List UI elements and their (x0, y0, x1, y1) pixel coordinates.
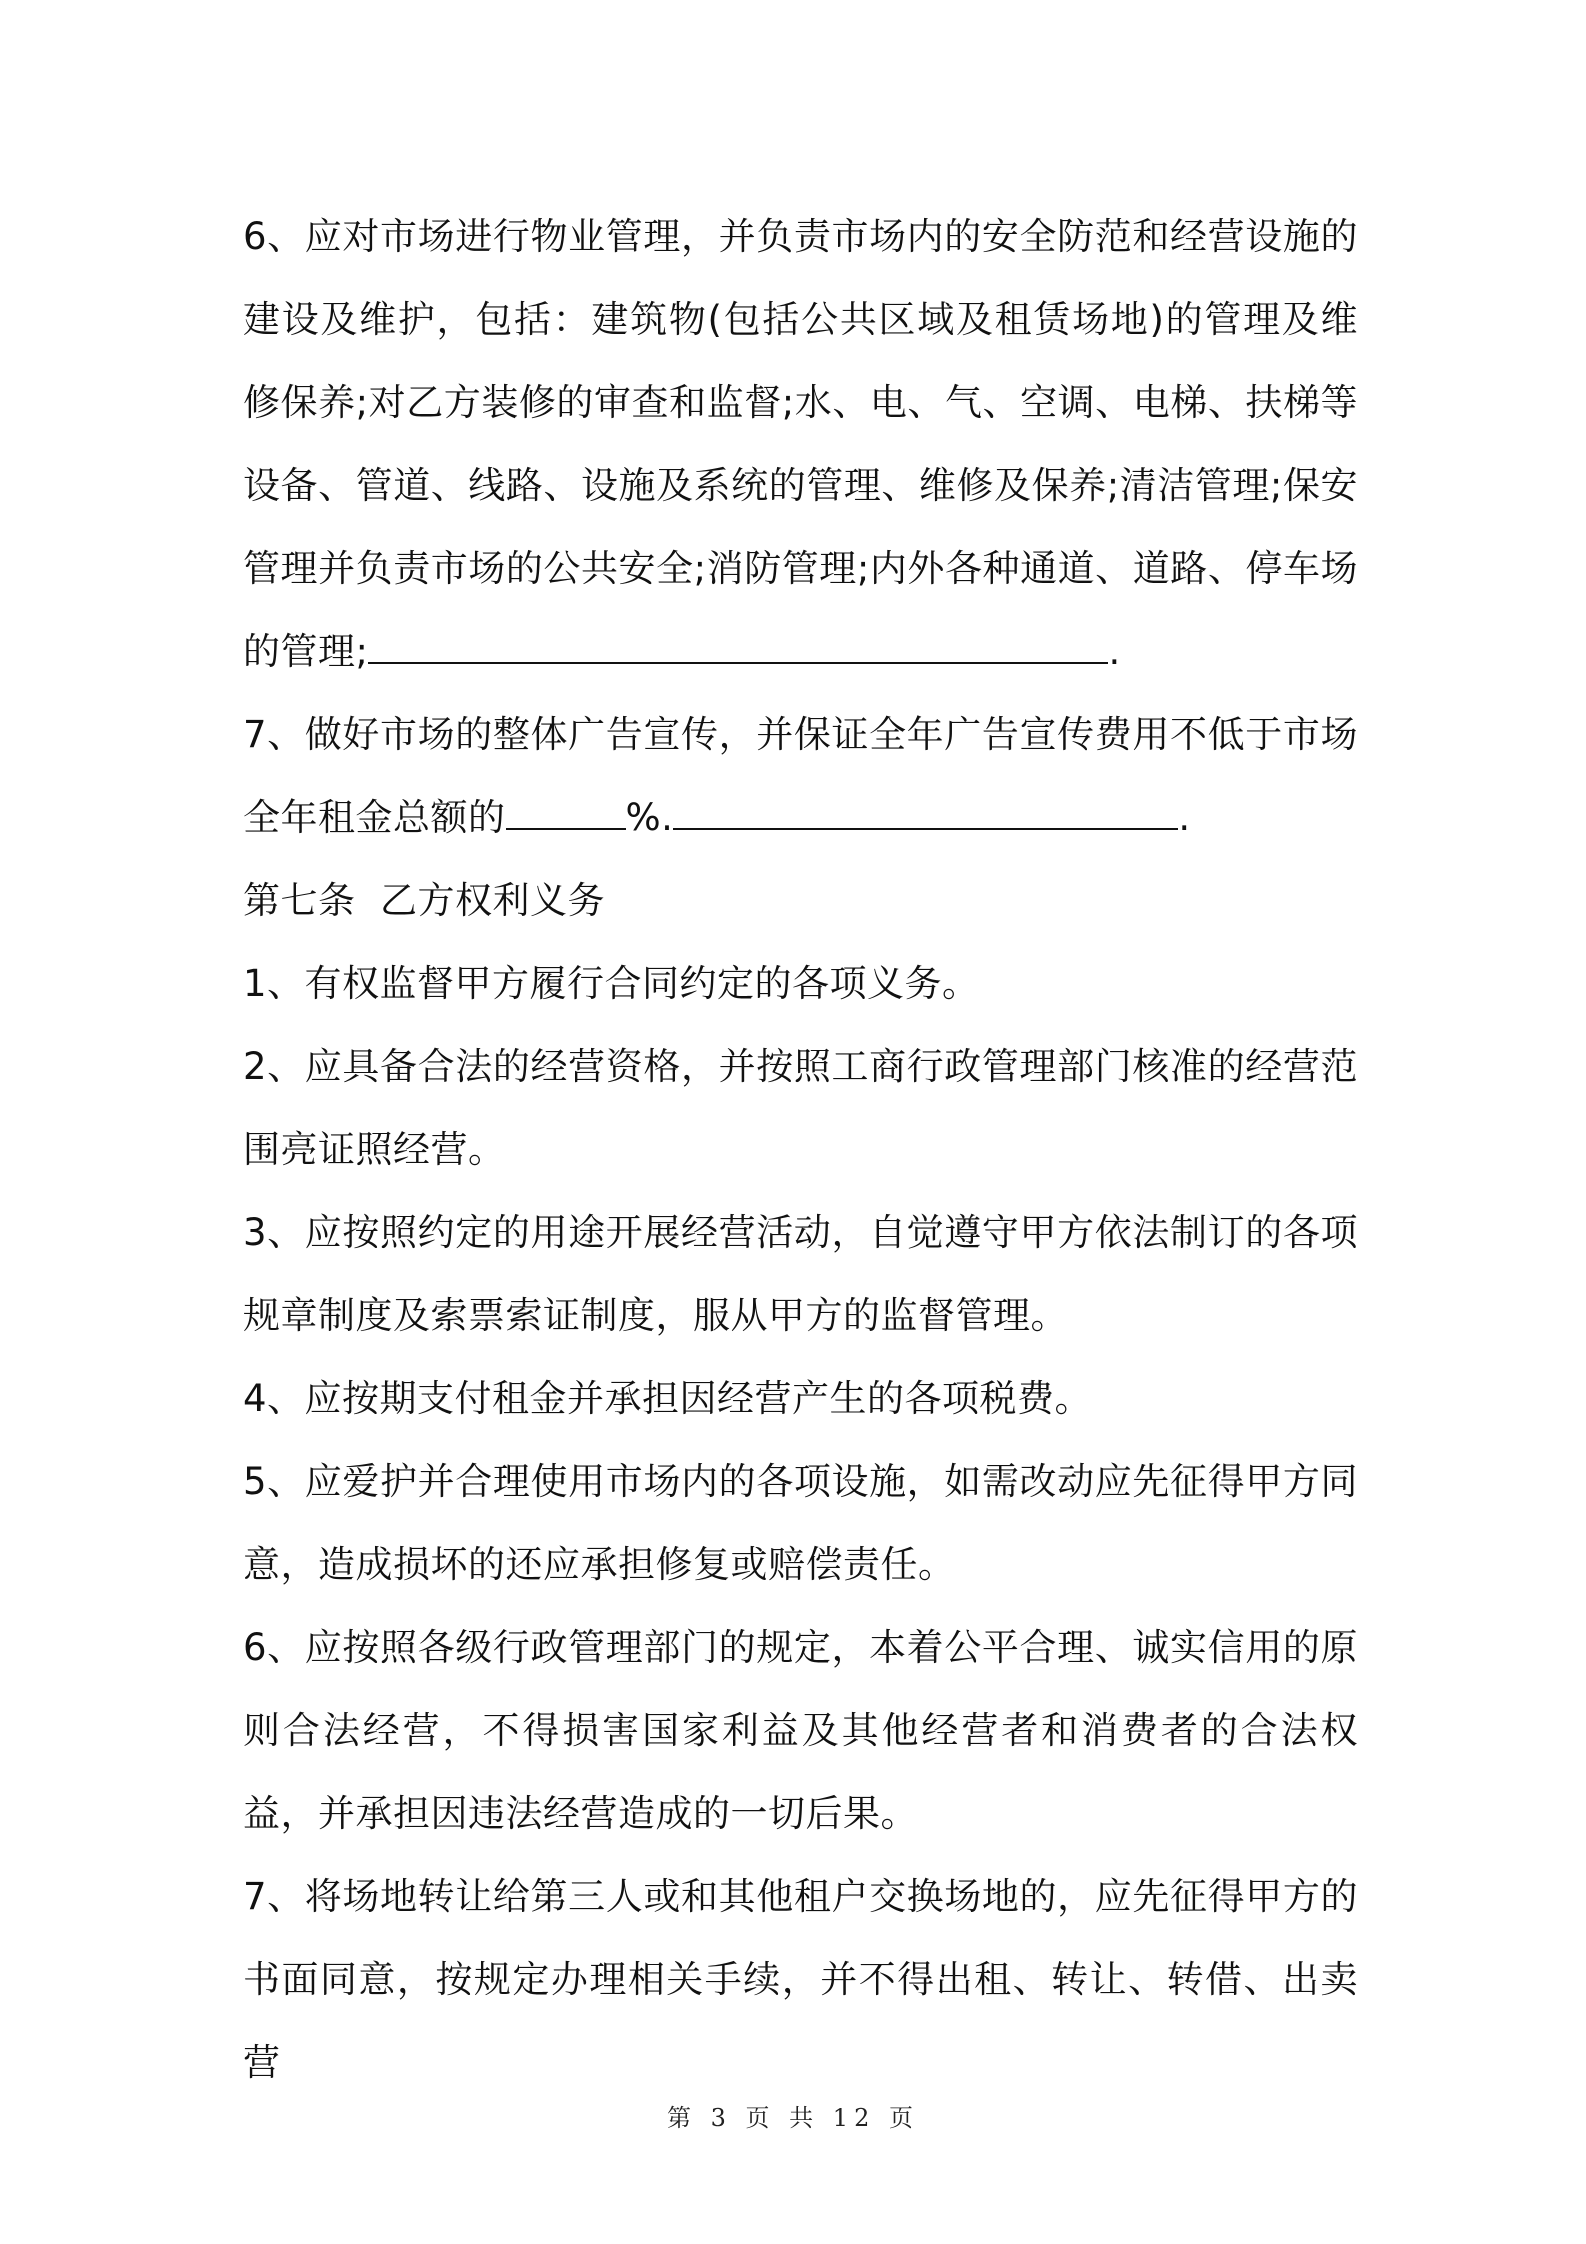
paragraph-tenant-item-3: 3、应按照约定的用途开展经营活动，自觉遵守甲方依法制订的各项规章制度及索票索证制度，服从甲方的监督管理。 (243, 1211, 1358, 1337)
paragraph-tenant-item-5: 5、应爱护并合理使用市场内的各项设施，如需改动应先征得甲方同意，造成损坏的还应承担修复或赔偿责任。 (243, 1460, 1358, 1586)
percent-fill-blank[interactable] (506, 795, 626, 830)
paragraph-tenant-item-2: 2、应具备合法的经营资格，并按照工商行政管理部门核准的经营范围亮证照经营。 (243, 1045, 1358, 1171)
paragraph-landlord-item-6 (243, 195, 1358, 693)
paragraph-landlord-item-7 (243, 693, 1358, 859)
section-heading-article-7: 第七条 乙方权利义务 (243, 879, 606, 922)
period-mark: . (1178, 796, 1191, 839)
paragraph-text: 6、应对市场进行物业管理，并负责市场内的安全防范和经营设施的建设及维护，包括：建筑物(包括公共区域及租赁场地)的管理及维修保养;对乙方装修的审查和监督;水、电、气、空调、电梯、扶梯等设备、管道、线路、设施及系统的管理、维修及保养;清洁管理;保安管理并负责市场的公共安全;消防管理;内外各种通道、道路、停车场的管理; (243, 215, 1358, 673)
percent-mark: %. (625, 796, 674, 839)
paragraph-tenant-item-4: 4、应按期支付租金并承担因经营产生的各项税费。 (243, 1377, 1093, 1420)
paragraph-tenant-item-7: 7、将场地转让给第三人或和其他租户交换场地的，应先征得甲方的书面同意，按规定办理相关手续，并不得出租、转让、转借、出卖营 (243, 1875, 1358, 2084)
fill-blank[interactable] (368, 629, 1108, 664)
paragraph-tenant-item-1: 1、有权监督甲方履行合同约定的各项义务。 (243, 962, 980, 1005)
paragraph-tenant-item-6: 6、应按照各级行政管理部门的规定，本着公平合理、诚实信用的原则合法经营，不得损害国家利益及其他经营者和消费者的合法权益，并承担因违法经营造成的一切后果。 (243, 1626, 1358, 1835)
period-mark: . (1108, 630, 1121, 673)
paragraph-text: 7、做好市场的整体广告宣传，并保证全年广告宣传费用不低于市场全年租金总额的 (243, 713, 1358, 839)
page-number-footer: 第 3 页 共 12 页 (667, 2104, 919, 2132)
fill-blank[interactable] (673, 795, 1178, 830)
document-body (243, 195, 1358, 2104)
